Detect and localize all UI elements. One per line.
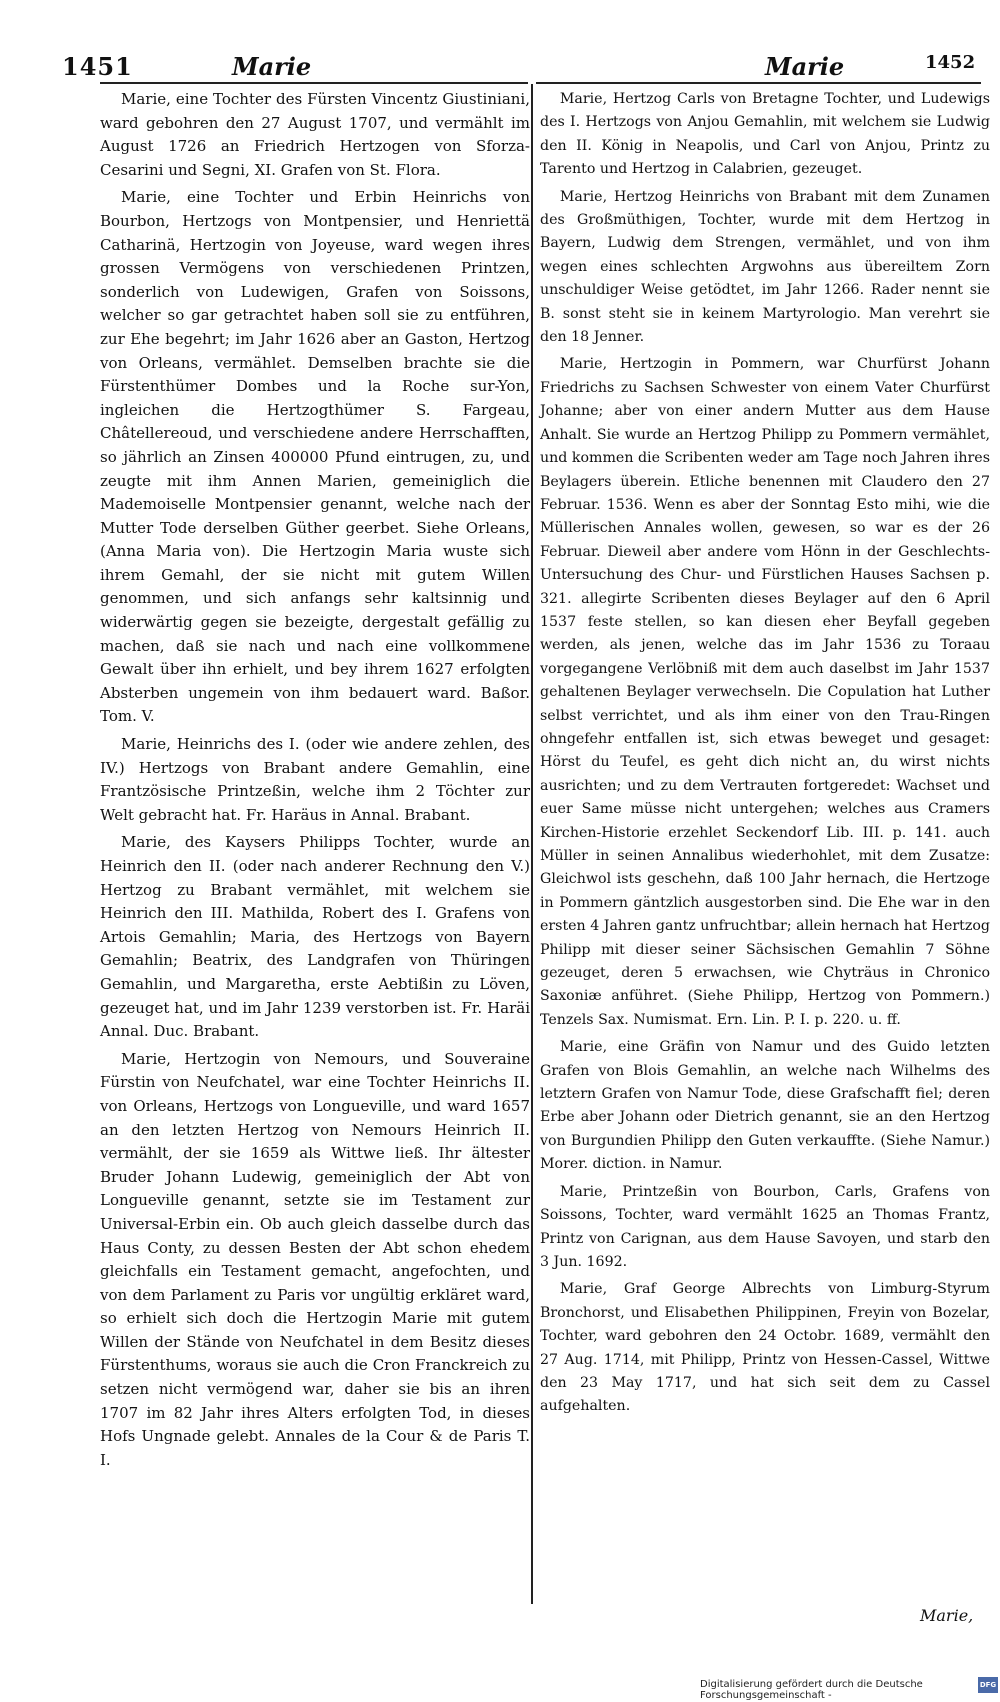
running-head-right: Marie: [765, 52, 845, 81]
left-column: [100, 88, 530, 1472]
right-column: [540, 88, 990, 1419]
header-rule-left: [100, 82, 528, 84]
footer-credit: Digitalisierung gefördert durch die Deutsche Forschungsgemeinschaft -: [700, 1679, 923, 1701]
entry-paragraph: Marie, eine Tochter und Erbin Heinrichs von Bourbon, Hertzogs von Montpensier, und Henriettä Catharinä, Hertzogin von Joyeuse, ward wegen ihres grossen Vermögens von verschiedenen Printzen, sonderlich von Ludewigen, Grafen von Soissons, welcher so gar getrachtet haben soll sie zu entführen, zur Ehe begehrt; im Jahr 1626 aber an Gaston, Hertzog von Orleans, vermählet. Demselben brachte sie die Fürstenthümer Dombes und la Roche sur-Yon, ingleichen die Hertzogthümer S. Fargeau, Châtellereoud, und verschiedene andere Herrschafften, so jährlich an Zinsen 400000 Pfund eintrugen, zu, und zeugte mit ihm Annen Marien, gemeiniglich die Mademoiselle Montpensier genannt, welche nach der Mutter Tode derselben Güther geerbet. Siehe Orleans, (Anna Maria von). Die Hertzogin Maria wuste sich ihrem Gemahl, der sie nicht mit gutem Willen genommen, und sich anfangs sehr kaltsinnig und widerwärtig gegen sie bezeigte, dergestalt gefällig zu machen, daß sie nach und nach eine vollkommene Gewalt über ihn erhielt, und bey ihrem 1627 erfolgten Absterben ungemein von ihm bedauert ward. Baßor. Tom. V.: [100, 188, 530, 726]
entry-paragraph: Marie, eine Gräfin von Namur und des Guido letzten Grafen von Blois Gemahlin, an welche nach Wilhelms des letztern Grafen von Namur Tode, diese Grafschafft fiel; deren Erbe aber Johann oder Dietrich genannt, sie an den Hertzog von Burgundien Philipp den Guten verkauffte. (Siehe Namur.) Morer. diction. in Namur.: [540, 1039, 990, 1173]
entry-paragraph: Marie, Hertzogin in Pommern, war Churfürst Johann Friedrichs zu Sachsen Schwester von einem Vater Churfürst Johanne; aber von einer andern Mutter aus dem Hause Anhalt. Sie wurde an Hertzog Philipp zu Pommern vermählet, und kommen die Scribenten weder am Tage noch Jahren ihres Beylagers überein. Etliche benennen mit Claudero den 27 Februar. 1536. Wenn es aber der Sonntag Esto mihi, wie die Müllerischen Annales wollen, gewesen, so war es der 26 Februar. Dieweil aber andere vom Hönn in der Geschlechts-Untersuchung des Chur- und Fürstlichen Hauses Sachsen p. 321. allegirte Scribenten dieses Beylager auf den 6 April 1537 feste stellen, so kan diesen eher Beyfall gegeben werden, als jenen, welche das im Jahr 1536 zu Toraau vorgegangene Verlöbniß mit dem auch daselbst im Jahr 1537 gehaltenen Beylager verwechseln. Die Copulation hat Luther selbst verrichtet, und als ihm einer von den Trau-Ringen ohngefehr entfallen ist, sich etwas beweget und gesaget: Hörst du Teufel, es geht dich nicht an, du wirst nichts ausrichten; und zu dem Vertrauten fortgeredet: Wachset und euer Same müsse nicht untergehen; welches aus Cramers Kirchen-Historie erzehlet Seckendorf Lib. III. p. 141. auch Müller in seinen Annalibus wiederhohlet, mit dem Zusatze: Gleichwol ists geschehn, daß 100 Jahr hernach, die Hertzoge in Pommern gäntzlich ausgestorben sind. Die Ehe war in den ersten 4 Jahren gantz unfruchtbar; allein hernach hat Hertzog Philipp mit dieser seiner Sächsischen Gemahlin 7 Söhne gezeuget, deren 5 erwachsen, wie Chyträus in Chronico Saxoniæ anführet. (Siehe Philipp, Hertzog von Pommern.) Tenzels Sax. Numismat. Ern. Lin. P. I. p. 220. u. ff.: [540, 356, 990, 1028]
entry-paragraph: Marie, Printzeßin von Bourbon, Carls, Grafens von Soissons, Tochter, ward vermählt 1625 an Thomas Frantz, Printz von Carignan, aus dem Hause Savoyen, und starb den 3 Jun. 1692.: [540, 1183, 990, 1270]
entry-paragraph: Marie, Hertzog Heinrichs von Brabant mit dem Zunamen des Großmüthigen, Tochter, wurde mit dem Hertzog in Bayern, Ludwig dem Strengen, vermählet, und von ihm wegen eines schlechten Argwohns aus übereiltem Zorn unschuldiger Weise getödtet, im Jahr 1266. Rader nennt sie B. sonst steht sie in keinem Martyrologio. Man verehrt sie den 18 Jenner.: [540, 188, 990, 346]
entry-paragraph: Marie, eine Tochter des Fürsten Vincentz Giustiniani, ward gebohren den 27 August 1707, und vermählt im August 1726 an Friedrich Hertzogen von Sforza-Cesarini und Segni, XI. Grafen von St. Flora.: [100, 90, 530, 179]
page-number-right: 1452: [925, 52, 976, 73]
running-head-left: Marie: [232, 52, 312, 81]
entry-paragraph: Marie, Heinrichs des I. (oder wie andere zehlen, des IV.) Hertzogs von Brabant andere Gemahlin, eine Frantzösische Printzeßin, welche ihm 2 Töchter zur Welt gebracht hat. Fr. Haräus in Annal. Brabant.: [100, 735, 530, 824]
entry-paragraph: Marie, Hertzog Carls von Bretagne Tochter, und Ludewigs des I. Hertzogs von Anjou Gemahlin, mit welchem sie Ludwig den II. König in Neapolis, und Carl von Anjou, Printz zu Tarento und Hertzog in Calabrien, gezeuget.: [540, 91, 990, 178]
dfg-logo: DFG: [978, 1677, 998, 1693]
page-number-left: 1451: [62, 52, 133, 81]
column-divider: [531, 84, 533, 1604]
entry-paragraph: Marie, des Kaysers Philipps Tochter, wurde an Heinrich den II. (oder nach anderer Rechnung den V.) Hertzog zu Brabant vermählet, mit welchem sie Heinrich den III. Mathilda, Robert des I. Grafens von Artois Gemahlin; Maria, des Hertzogs von Bayern Gemahlin; Beatrix, des Landgrafen von Thüringen Gemahlin, und Margaretha, erste Aebtißin zu Löven, gezeuget hat, und im Jahr 1239 verstorben ist. Fr. Haräi Annal. Duc. Brabant.: [100, 833, 530, 1041]
entry-paragraph: Marie, Graf George Albrechts von Limburg-Styrum Bronchorst, und Elisabethen Philippinen, Freyin von Bozelar, Tochter, ward gebohren den 24 Octobr. 1689, vermählt den 27 Aug. 1714, mit Philipp, Printz von Hessen-Cassel, Wittwe den 23 May 1717, und hat sich seit dem zu Cassel aufgehalten.: [540, 1281, 990, 1415]
catchword: Marie,: [920, 1606, 974, 1625]
header-rule-right: [536, 82, 981, 84]
entry-paragraph: Marie, Hertzogin von Nemours, und Souveraine Fürstin von Neufchatel, war eine Tochter Heinrichs II. von Orleans, Hertzogs von Longueville, und ward 1657 an den letzten Hertzog von Nemours Heinrich II. vermählt, der sie 1659 als Wittwe ließ. Ihr ältester Bruder Johann Ludewig, gemeiniglich der Abt von Longueville genannt, setzte sie im Testament zur Universal-Erbin ein. Ob auch gleich dasselbe durch das Haus Conty, zu dessen Besten der Abt schon ehedem gleichfalls ein Testament gemacht, angefochten, und von dem Parlament zu Paris vor ungültig erkläret ward, so erhielt sich doch die Hertzogin Marie mit gutem Willen der Stände von Neufchatel in dem Besitz dieses Fürstenthums, woraus sie auch die Cron Franckreich zu setzen nicht vermögend war, daher sie bis an ihren 1707 im 82 Jahr ihres Alters erfolgten Tod, in dieses Hofs Ungnade gelebt. Annales de la Cour & de Paris T. I.: [100, 1049, 530, 1469]
digitization-footer: [700, 1675, 1000, 1701]
